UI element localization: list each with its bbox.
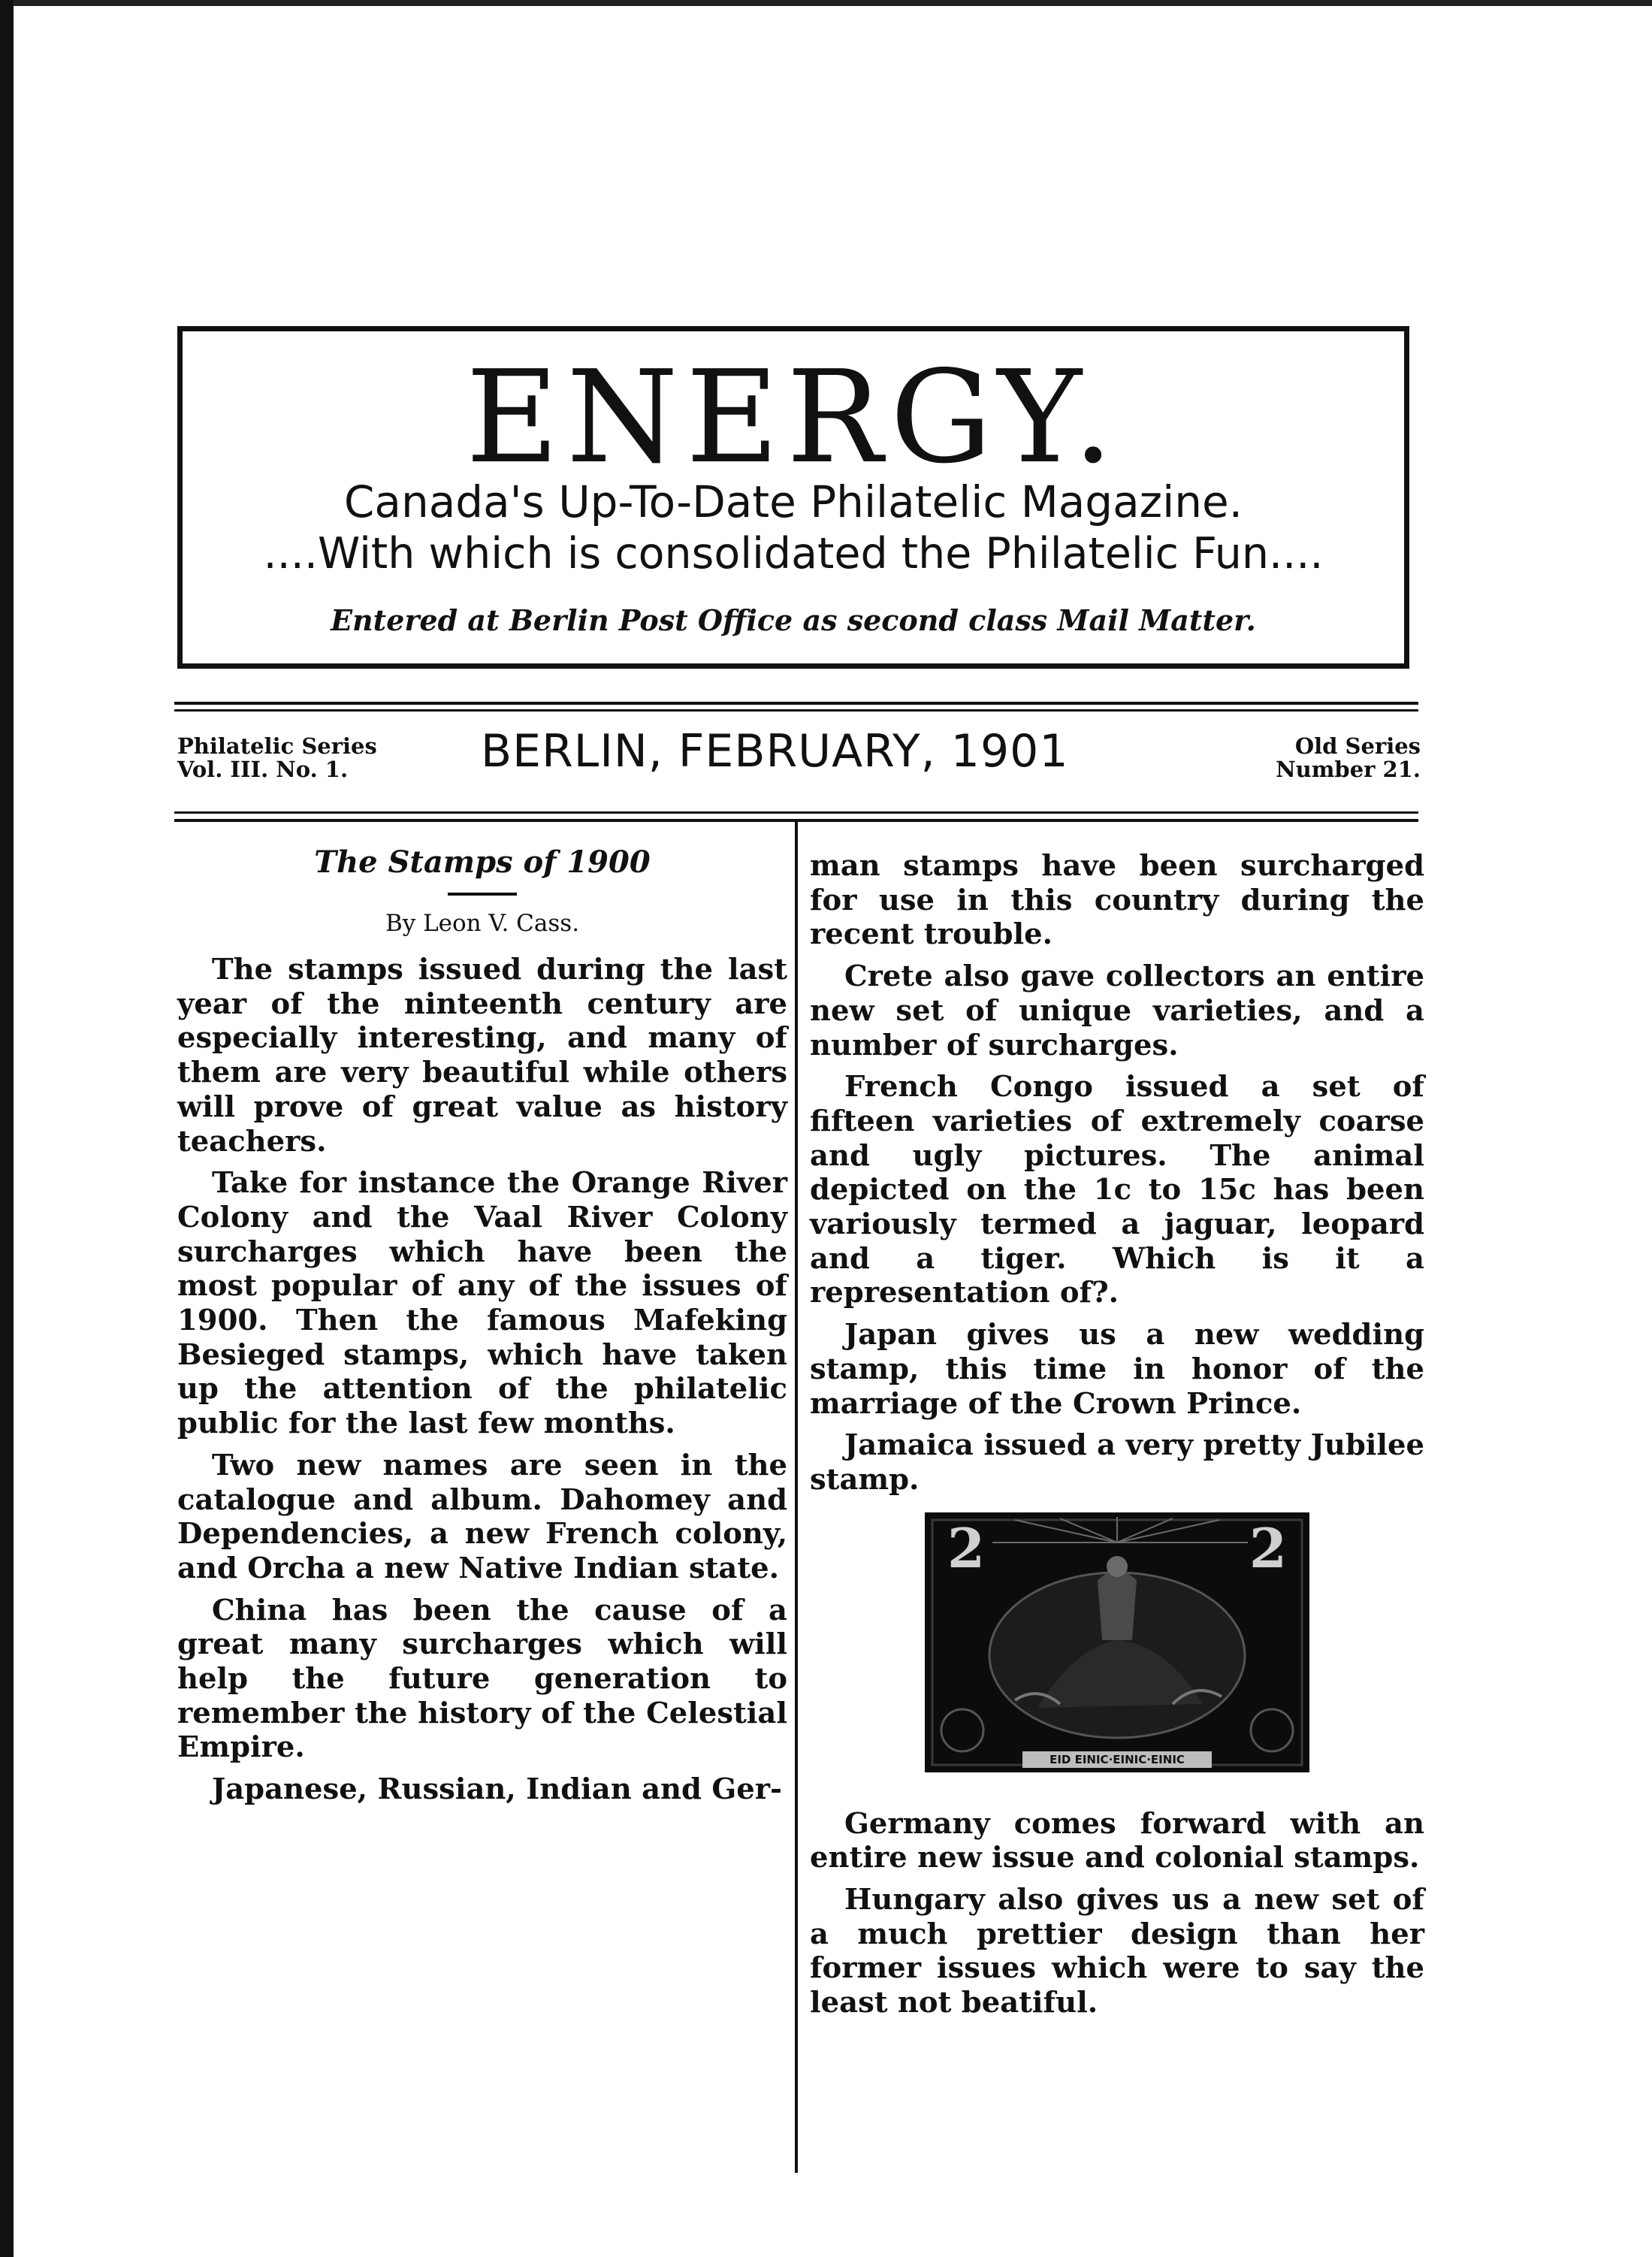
magazine-title: ENERGY. — [465, 343, 1122, 492]
issue-dateline: BERLIN, FEBRUARY, 1901 — [481, 725, 1069, 778]
paragraph: China has been the cause of a great many surcharges which will help the future generation to remember the history of the Celestial Empire. — [177, 1593, 787, 1765]
postal-entry-notice: Entered at Berlin Post Office as second class Mail Matter. — [331, 603, 1256, 637]
paragraph: Japanese, Russian, Indian and Ger- — [212, 1772, 782, 1807]
philatelic-series-info — [177, 735, 418, 781]
page-left-edge — [0, 0, 14, 2257]
paragraph: Japan gives us a new wedding stamp, this time in honor of the marriage of the Crown Prince. — [810, 1318, 1424, 1421]
paragraph: Germany comes forward with an entire new issue and colonial stamps. — [810, 1806, 1424, 1875]
series-label: Philatelic Series — [177, 733, 377, 759]
title-divider — [448, 893, 517, 896]
consolidated-line: ....With which is consolidated the Philatelic Fun.... — [263, 529, 1324, 579]
paragraph-continuation: man stamps have been surcharged for use in this country during the recent trouble. — [810, 849, 1424, 952]
paragraph: Two new names are seen in the catalogue and album. Dahomey and Dependencies, a new French colony, and Orcha a new Native Indian state. — [177, 1448, 787, 1585]
stamp-numeral-left: 2 — [947, 1515, 986, 1580]
header-rule-bottom-1 — [174, 811, 1418, 814]
column-divider — [795, 819, 798, 2173]
magazine-subtitle: Canada's Up-To-Date Philatelic Magazine. — [343, 476, 1243, 527]
page-top-edge — [0, 0, 1652, 6]
paragraph: Crete also gave collectors an entire new set of unique varieties, and a number of surcharges. — [810, 959, 1424, 1062]
paragraph: Jamaica issued a very pretty Jubilee stamp. — [810, 1428, 1424, 1497]
volume-number: Vol. III. No. 1. — [177, 757, 349, 782]
paragraph: Hungary also gives us a new set of a much prettier design than her former issues which were to say the least not beatiful. — [810, 1883, 1424, 2020]
article-byline: By Leon V. Cass. — [385, 910, 580, 937]
paragraph: French Congo issued a set of fifteen varieties of extremely coarse and ugly pictures. The animal depicted on the 1c to 15c has been variously termed a jaguar, leopard and a tiger. Which is it a representation of?. — [810, 1070, 1424, 1310]
article-title: The Stamps of 1900 — [314, 844, 651, 880]
header-rule-top-1 — [174, 702, 1418, 705]
masthead-box — [177, 326, 1409, 669]
old-series-number: Number 21. — [1276, 757, 1421, 782]
paragraph: Take for instance the Orange River Colony and the Vaal River Colony surcharges which have been the most popular of any of the issues of 1900. Then the famous Mafeking Besieged stamps, which have taken up the attention of the philatelic public for the last few months. — [177, 1166, 787, 1441]
article-column-right — [810, 849, 1424, 2028]
header-rule-top-2 — [174, 709, 1418, 712]
old-series-label: Old Series — [1294, 733, 1421, 759]
stamp-numeral-right: 2 — [1249, 1515, 1287, 1580]
old-series-info — [1276, 735, 1421, 781]
article-column-left — [177, 840, 787, 1814]
stamp-banner-text: EID EINIC·EINIC·EINIC — [1049, 1752, 1185, 1766]
jamaica-stamp-illustration — [925, 1512, 1309, 1772]
paragraph: The stamps issued during the last year of the ninteenth century are especially interesting, and many of them are very beautiful while others will prove of great value as history teachers. — [177, 953, 787, 1159]
